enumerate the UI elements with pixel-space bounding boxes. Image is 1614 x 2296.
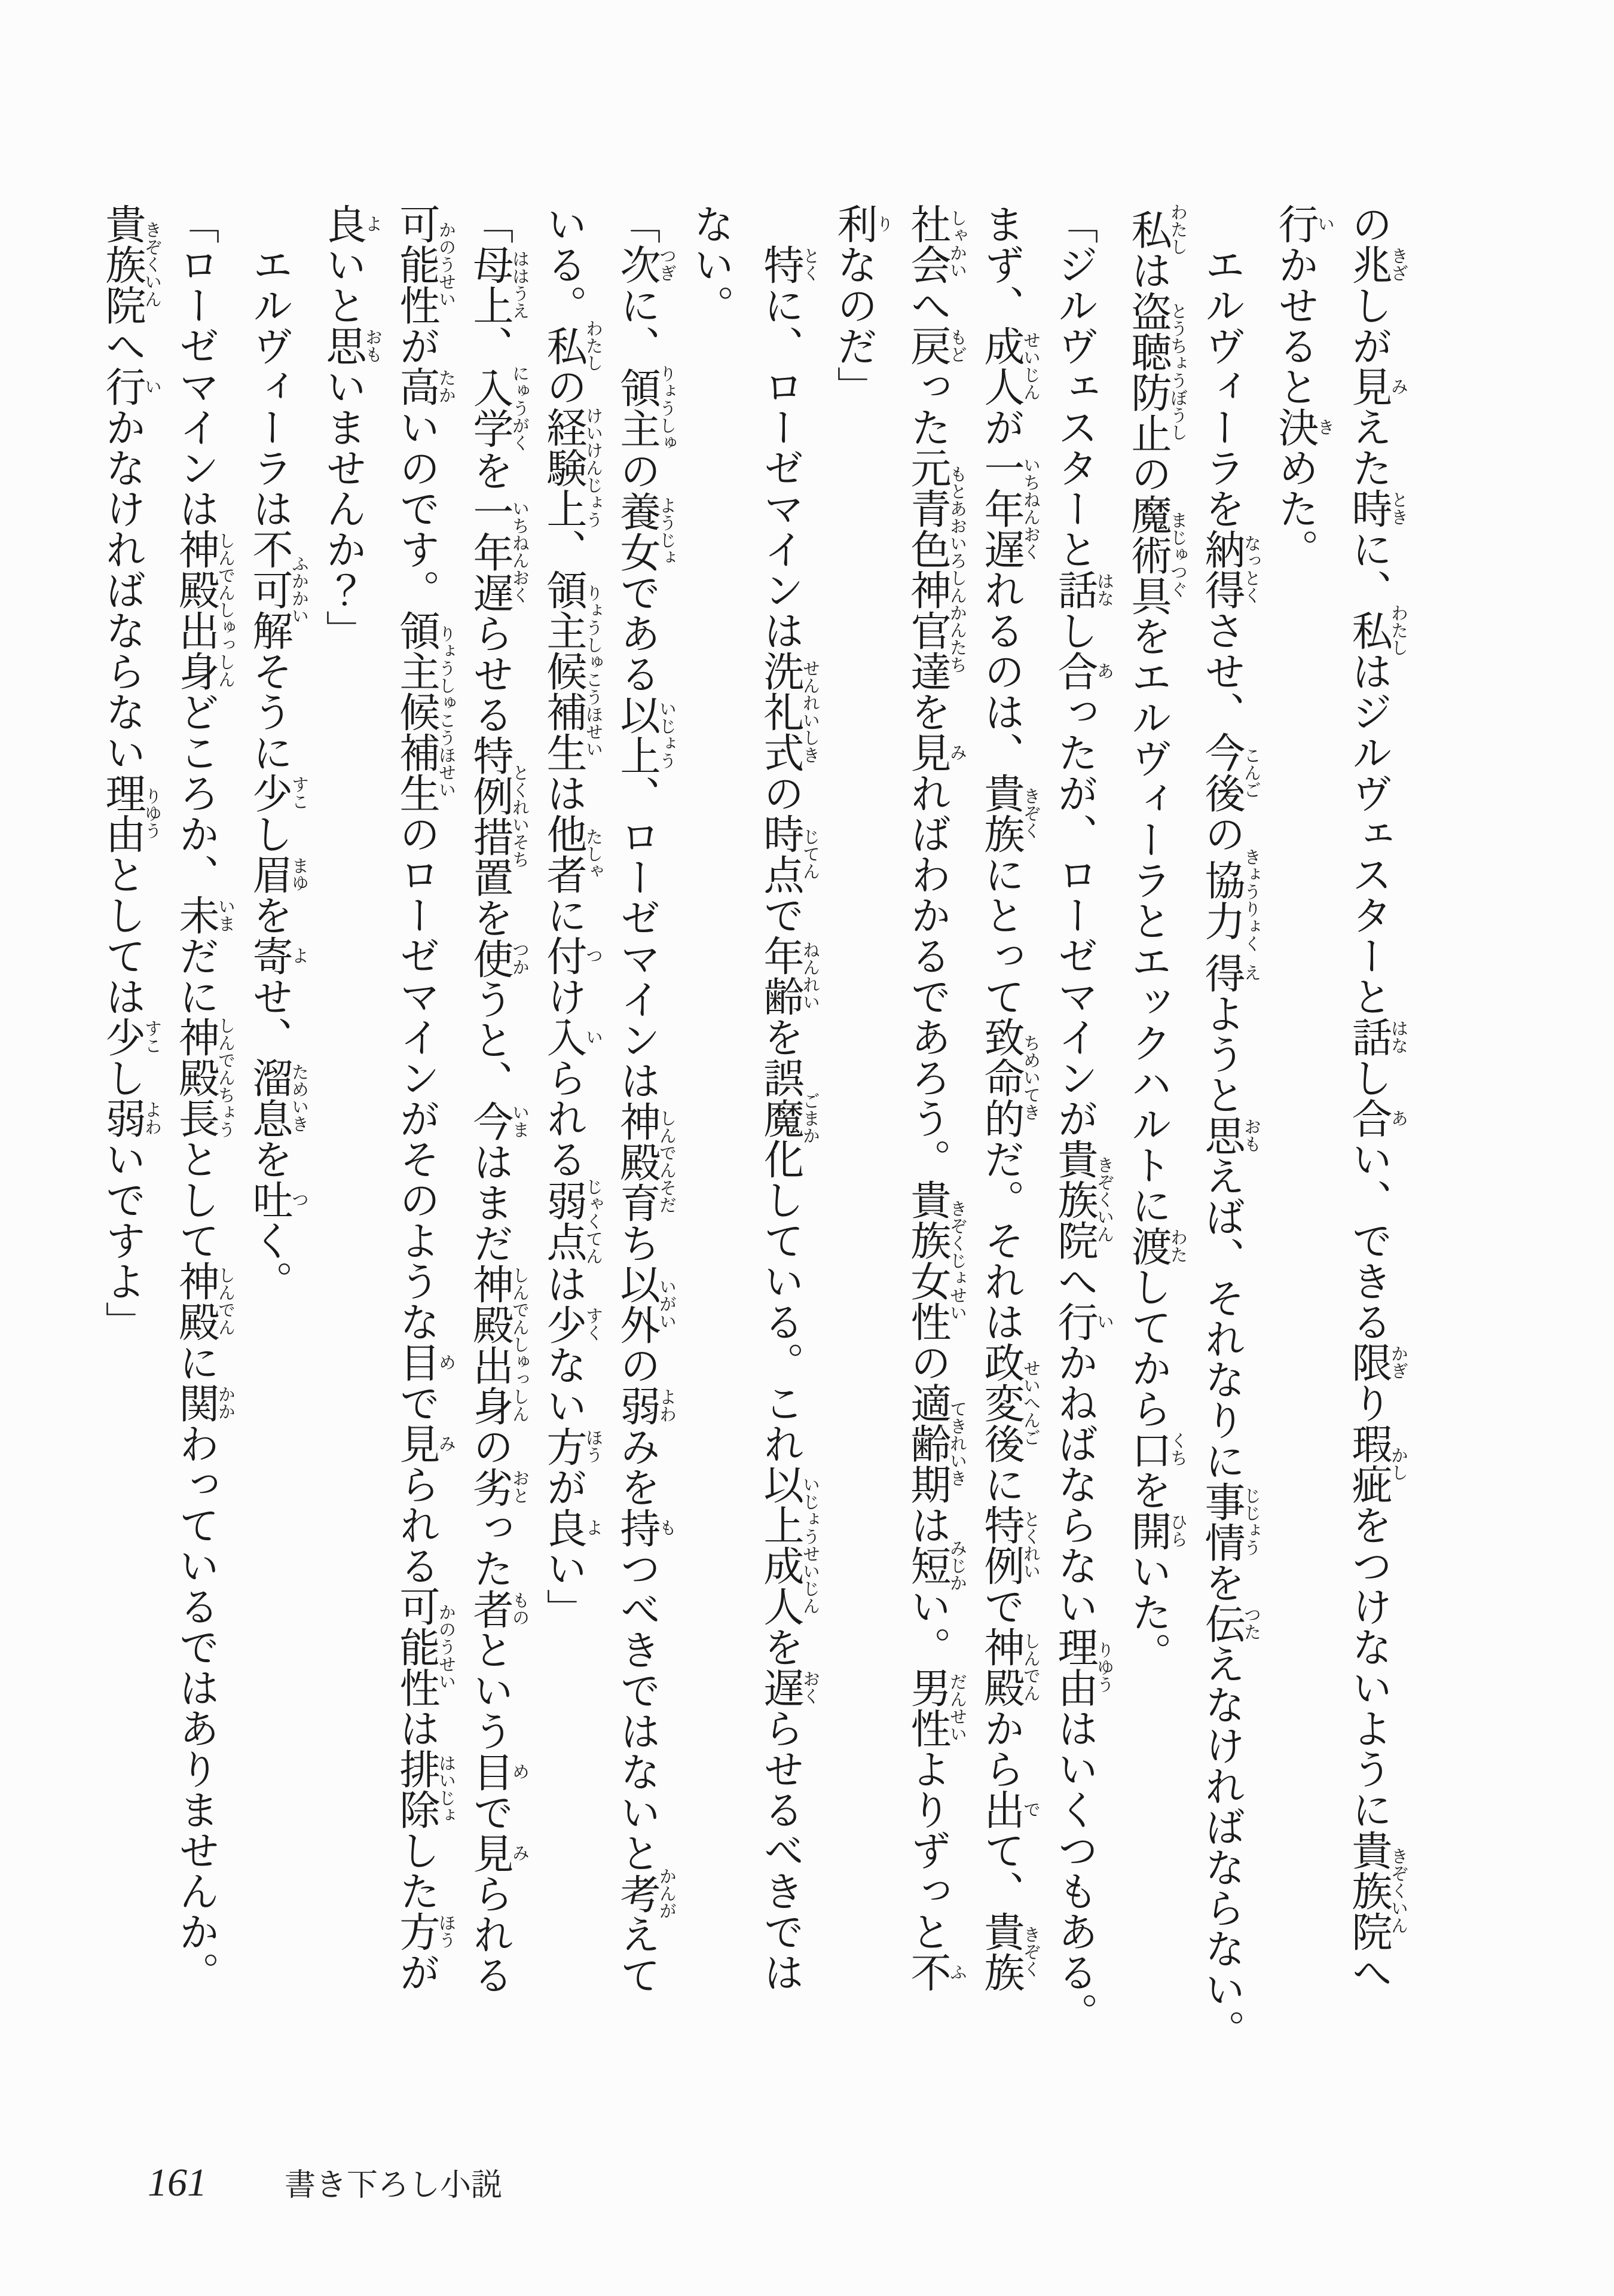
furigana-ruby: 次つぎ [615, 244, 676, 285]
furigana-ruby: 納得なっとく [1199, 529, 1261, 610]
text-column: 「次つぎに、領主りょうしゅの養女ようじょである以上いじょう、ローゼマインは神殿育しんでんそだち以外いがいの弱よわみを持もつべきではないと考かんがえて [615, 203, 676, 1995]
furigana-ruby: 私わたし [541, 319, 603, 372]
furigana-ruby: 盗聴防止とうちょうぼうし [1126, 290, 1187, 453]
furigana-ruby: 利り [832, 203, 893, 244]
furigana-ruby: 養女ようじょ [615, 490, 676, 572]
text-column: 貴族院きぞくいんへ行いかなければならない理由りゆうとしては少すこし弱よわいですよ」 [100, 203, 161, 1342]
furigana-ruby: 弱よわ [100, 1098, 161, 1138]
furigana-ruby: 以外いがい [615, 1263, 676, 1345]
furigana-ruby: 貴族院きぞくいん [1346, 1830, 1408, 1952]
furigana-ruby: 今いま [467, 1100, 529, 1141]
text-column: 「母上ははうえ、入学にゅうがくを一年遅いちねんおくらせる特例措置とくれいそちを使つかうと、今いまはまだ神殿出身しんでんしゅっしんの劣おとった者ものという目めで見みられる [467, 203, 529, 1995]
text-column: エルヴィーラを納得なっとくさせ、今後こんごの協力きょうりょく得えようと思おもえば、それなりに事情じじょうを伝つたえなければならない。 [1199, 244, 1261, 2050]
furigana-ruby: 私わたし [1346, 604, 1408, 657]
furigana-ruby: 合あ [1052, 651, 1114, 691]
furigana-ruby: 溜息ためいき [247, 1057, 308, 1138]
furigana-ruby: 適齢期てきれいき [905, 1382, 967, 1504]
furigana-ruby: 見み [1346, 366, 1408, 407]
furigana-ruby: 開ひら [1126, 1510, 1187, 1551]
furigana-ruby: 合あ [1346, 1098, 1408, 1138]
text-column: 私わたしは盗聴防止とうちょうぼうしの魔術具まじゅつぐをエルヴィーラとエックハルトに渡わたしてから口くちを開ひらいた。 [1126, 203, 1187, 1673]
text-column: 利りなのだ」 [832, 203, 893, 407]
furigana-ruby: 瑕疵かし [1346, 1423, 1408, 1504]
furigana-ruby: 今後こんご [1199, 732, 1261, 813]
text-column: の兆きざしが見みえた時ときに、私わたしはジルヴェスターと話はなし合あい、できる限かぎり瑕疵かしをつけないように貴族院きぞくいんへ [1346, 203, 1408, 1992]
furigana-ruby: 伝つた [1199, 1602, 1261, 1644]
text-column: 社会しゃかいへ戻もどった元青色神官達もとあおいろしんかんたちを見みればわかるであろう。貴族女性きぞくじょせいの適齢期てきれいきは短みじかい。男性だんせいよりずっと不ふ [905, 203, 967, 1992]
furigana-ruby: 行い [1052, 1301, 1114, 1342]
furigana-ruby: 考かんが [615, 1867, 676, 1919]
furigana-ruby: 経験上けいけんじょう [541, 407, 603, 529]
furigana-ruby: 貴族きぞく [979, 773, 1040, 854]
furigana-ruby: 未いま [173, 894, 235, 935]
text-column: 「ローゼマインは神殿出身しんでんしゅっしんどころか、未いまだに神殿長しんでんちょうとして神殿しんでんに関かかわっているではありませんか。 [173, 203, 235, 1992]
furigana-ruby: 神殿長しんでんちょう [173, 1016, 235, 1138]
furigana-ruby: 限かぎ [1346, 1342, 1408, 1382]
furigana-ruby: 少すこ [100, 1016, 161, 1057]
furigana-ruby: 遅おく [758, 1667, 820, 1708]
furigana-ruby: 見み [394, 1423, 456, 1464]
furigana-ruby: 貴族女性きぞくじょせい [905, 1179, 967, 1342]
furigana-ruby: 良よ [541, 1507, 603, 1548]
furigana-ruby: 入学にゅうがく [467, 364, 529, 451]
furigana-ruby: 以上成人いじょうせいじん [758, 1464, 820, 1626]
text-column: 特とくに、ローゼマインは洗礼式せんれいしきの時点じてんで年齢ねんれいを誤魔化ごまかしている。これ以上成人いじょうせいじんを遅おくらせるべきでは [758, 244, 820, 1992]
text-column: いる。私わたしの経験上けいけんじょう、領主候補生りょうしゅこうほせいは他者たしゃに付つけ入いられる弱点じゃくてんは少すくない方ほうが良よい」 [541, 203, 603, 1629]
furigana-ruby: 思おも [1199, 1115, 1261, 1156]
furigana-ruby: 劣おと [467, 1466, 529, 1507]
text-column: 可能性かのうせいが高たかいのです。領主候補生りょうしゅこうほせいのローゼマインがそのような目めで見みられる可能性かのうせいは排除はいじょした方ほうが [394, 203, 456, 1992]
furigana-ruby: 使つか [467, 938, 529, 979]
furigana-ruby: 戻もど [905, 325, 967, 366]
furigana-ruby: 高たか [394, 366, 456, 407]
furigana-ruby: 神殿出身しんでんしゅっしん [467, 1263, 529, 1426]
furigana-ruby: 貴族院きぞくいん [100, 203, 161, 325]
furigana-ruby: 可能性かのうせい [394, 203, 456, 325]
furigana-ruby: 協力きょうりょく [1199, 848, 1261, 952]
furigana-ruby: 吐つ [247, 1179, 308, 1220]
text-column: まず、成人せいじんが一年遅いちねんおくれるのは、貴族きぞくにとって致命的ちめいてきだ。それは政変後せいへんごに特例とくれいで神殿しんでんから出でて、貴族きぞく [979, 203, 1040, 1992]
furigana-ruby: 特例とくれい [979, 1504, 1040, 1586]
furigana-ruby: 特とく [758, 244, 820, 285]
furigana-ruby: 行い [100, 366, 161, 407]
furigana-ruby: 付つ [541, 935, 603, 976]
furigana-ruby: 目め [394, 1342, 456, 1382]
furigana-ruby: 出で [979, 1789, 1040, 1830]
furigana-ruby: 得え [1199, 952, 1261, 993]
furigana-ruby: 成人せいじん [979, 325, 1040, 407]
furigana-ruby: 兆きざ [1346, 244, 1408, 285]
furigana-ruby: 領主候補生りょうしゅこうほせい [541, 569, 603, 773]
furigana-ruby: 少すこ [247, 773, 308, 813]
furigana-ruby: 年齢ねんれい [758, 935, 820, 1016]
furigana-ruby: 不ふ [905, 1952, 967, 1992]
furigana-ruby: 寄よ [247, 935, 308, 976]
furigana-ruby: 事情じじょう [1199, 1480, 1261, 1562]
furigana-ruby: 目め [467, 1751, 529, 1792]
novel-text [87, 203, 1408, 2050]
furigana-ruby: 男性だんせい [905, 1667, 967, 1748]
furigana-ruby: 思おも [320, 325, 382, 366]
furigana-ruby: 入い [541, 1016, 603, 1057]
furigana-ruby: 一年遅いちねんおく [979, 447, 1040, 569]
furigana-ruby: 魔術具まじゅつぐ [1126, 493, 1187, 616]
furigana-ruby: 見み [905, 732, 967, 773]
furigana-ruby: 少すく [541, 1303, 603, 1345]
furigana-ruby: 元青色神官達もとあおいろしんかんたち [905, 447, 967, 691]
furigana-ruby: 方ほう [394, 1911, 456, 1952]
furigana-ruby: 持も [615, 1507, 676, 1548]
furigana-ruby: 渡わた [1126, 1225, 1187, 1266]
furigana-ruby: 神殿育しんでんそだ [615, 1100, 676, 1223]
furigana-ruby: 者もの [467, 1588, 529, 1629]
furigana-ruby: 行い [1273, 203, 1334, 244]
furigana-ruby: 神殿しんでん [173, 1260, 235, 1342]
furigana-ruby: 排除はいじょ [394, 1748, 456, 1830]
text-column: ない。 [688, 203, 733, 325]
text-column: 良よいと思おもいませんか？」 [320, 203, 382, 651]
furigana-ruby: 社会しゃかい [905, 203, 967, 285]
furigana-ruby: 関かか [173, 1382, 235, 1423]
furigana-ruby: 時とき [1346, 488, 1408, 529]
text-column: エルヴィーラは不可解ふかかいそうに少すこし眉まゆを寄よせ、溜息ためいきを吐つく。 [247, 244, 308, 1301]
furigana-ruby: 私わたし [1126, 203, 1187, 255]
furigana-ruby: 弱点じゃくてん [541, 1177, 603, 1265]
furigana-ruby: 特例措置とくれいそち [467, 734, 529, 897]
page-number: 161 [148, 2161, 207, 2205]
furigana-ruby: 政変後せいへんご [979, 1342, 1040, 1464]
furigana-ruby: 領主候補生りょうしゅこうほせい [394, 610, 456, 813]
furigana-ruby: 可能性かのうせい [394, 1586, 456, 1708]
furigana-ruby: 不可解ふかかい [247, 529, 308, 651]
page-footer [148, 2163, 502, 2204]
furigana-ruby: 一年遅いちねんおく [467, 490, 529, 613]
furigana-ruby: 神殿出身しんでんしゅっしん [173, 529, 235, 691]
furigana-ruby: 話はな [1052, 569, 1114, 610]
furigana-ruby: 理由りゆう [100, 773, 161, 854]
furigana-ruby: 弱よわ [615, 1385, 676, 1426]
text-column: 行いかせると決きめた。 [1273, 203, 1334, 569]
furigana-ruby: 貴族院きぞくいん [1052, 1138, 1114, 1260]
furigana-ruby: 短みじか [905, 1539, 967, 1592]
furigana-ruby: 致命的ちめいてき [979, 1016, 1040, 1138]
furigana-ruby: 他者たしゃ [541, 813, 603, 894]
furigana-ruby: 口くち [1126, 1428, 1187, 1470]
furigana-ruby: 見み [467, 1832, 529, 1873]
furigana-ruby: 決き [1273, 407, 1334, 447]
furigana-ruby: 理由りゆう [1052, 1626, 1114, 1708]
furigana-ruby: 神殿しんでん [979, 1626, 1040, 1708]
furigana-ruby: 話はな [1346, 1016, 1408, 1057]
furigana-ruby: 領主りょうしゅ [615, 364, 676, 451]
furigana-ruby: 貴族きぞく [979, 1911, 1040, 1992]
furigana-ruby: 誤魔化ごまか [758, 1057, 820, 1179]
furigana-ruby: 良よ [320, 203, 382, 244]
furigana-ruby: 洗礼式せんれいしき [758, 651, 820, 773]
furigana-ruby: 方ほう [541, 1425, 603, 1467]
text-column: 「ジルヴェスターと話はなし合あったが、ローゼマインが貴族院きぞくいんへ行いかねばならない理由りゆうはいくつもある。 [1052, 203, 1114, 2033]
furigana-ruby: 以上いじょう [615, 694, 676, 775]
furigana-ruby: 眉まゆ [247, 854, 308, 894]
furigana-ruby: 時点じてん [758, 813, 820, 894]
furigana-ruby: 母上ははうえ [467, 244, 529, 325]
section-label: 書き下ろし小説 [285, 2168, 503, 2203]
